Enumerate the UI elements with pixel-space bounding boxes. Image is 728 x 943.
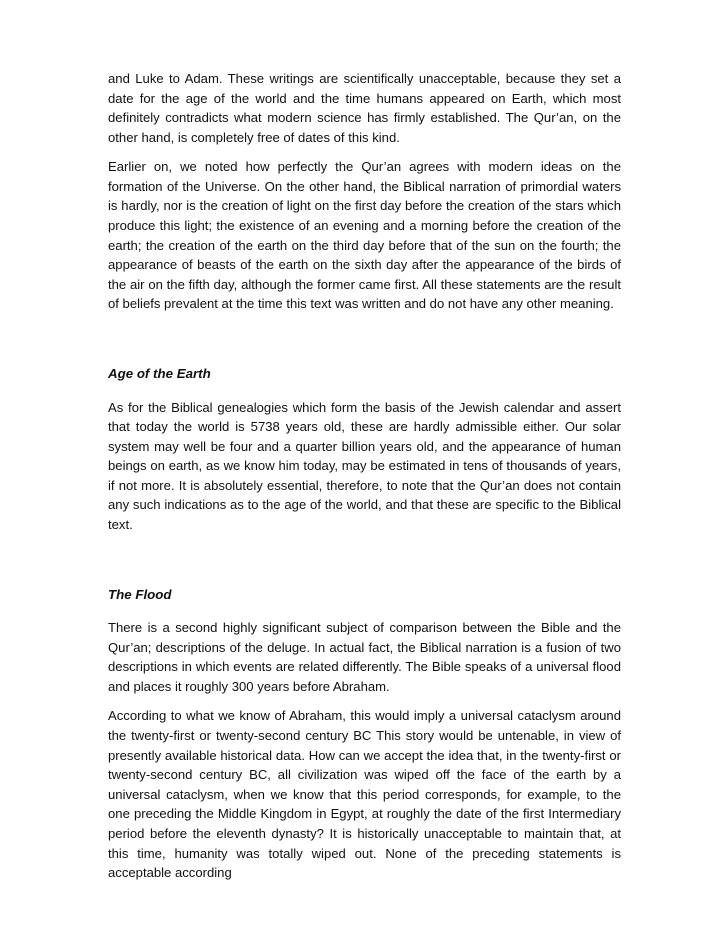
paragraph-creation-narration: Earlier on, we noted how perfectly the Qur’an agrees with modern ideas on the formation of the Universe. On the other hand, the Biblical narration of primordial waters is hardly, nor is the creation of light on the first day before the creation of the stars which produce this light; the existence of an evening and a morning before the creation of the earth; the creation of the earth on the third day before that of the sun on the fourth; the appearance of beasts of the earth on the sixth day after the appearance of the birds of the air on the fifth day, although the former came first. All these statements are the result of beliefs prevalent at the time this text was written and do not have any other meaning.: [108, 159, 621, 312]
document-page: [108, 69, 621, 883]
paragraph-genealogies-intro: and Luke to Adam. These writings are scientifically unacceptable, because they set a date for the age of the world and the time humans appeared on Earth, which most definitely contradicts what modern science has firmly established. The Qur’an, on the other hand, is completely free of dates of this kind.: [108, 71, 621, 145]
section-heading-the-flood: The Flood: [108, 586, 172, 602]
paragraph-flood-comparison: There is a second highly significant subject of comparison between the Bible and the Qur’an; descriptions of the deluge. In actual fact, the Biblical narration is a fusion of two descriptions in which events are related differently. The Bible speaks of a universal flood and places it roughly 300 years before Abraham.: [108, 620, 621, 695]
paragraph-biblical-genealogies: As for the Biblical genealogies which form the basis of the Jewish calendar and assert that today the world is 5738 years old, these are hardly admissible either. Our solar system may well be four and a quarter billion years old, and the appearance of human beings on earth, as we know him today, may be estimated in tens of thousands of years, if not more. It is absolutely essential, therefore, to note that the Qur’an does not contain any such indications as to the age of the world, and that these are specific to the Biblical text.: [108, 399, 621, 533]
section-heading-age-of-earth: Age of the Earth: [108, 365, 211, 381]
paragraph-abraham-cataclysm: According to what we know of Abraham, this would imply a universal cataclysm around the twenty-first or twenty-second century BC This story would be untenable, in view of presently available historical data. How can we accept the idea that, in the twenty-first or twenty-second century BC, all civilization was wiped off the face of the earth by a universal cataclysm, when we know that this period corresponds, for example, to the one preceding the Middle Kingdom in Egypt, at roughly the date of the first Intermediary period before the eleventh dynasty? It is historically unacceptable to maintain that, at this time, humanity was totally wiped out. None of the preceding statements is acceptable according: [108, 708, 621, 881]
